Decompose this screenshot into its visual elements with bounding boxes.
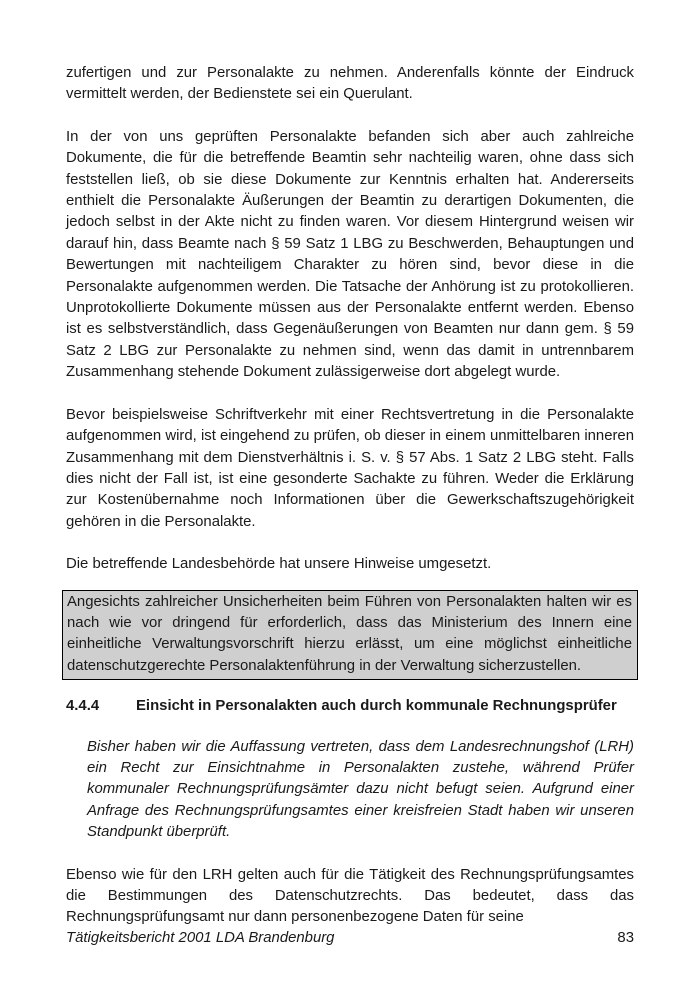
recommendation-box xyxy=(62,590,638,681)
recommendation-text: Angesichts zahlreicher Unsicherheiten beim Führen von Personalakten halten wir es nach wie vor dringend für erforderlich, dass das Ministerium des Innern eine einheitliche Verwaltungsvorschrift hierzu erlässt, um eine möglichst einheitliche datenschutzgerechte Personalaktenführung in der Verwaltung sicherzustellen. xyxy=(67,593,632,674)
section-intro-italic: Bisher haben wir die Auffassung vertreten, dass dem Landesrechnungshof (LRH) ein Recht zur Einsichtnahme in Personalakten zustehe, während Prüfer kommunaler Rechnungsprüfungsämter dazu nicht befugt seien. Aufgrund einer Anfrage des Rechnungsprüfungsamtes einer kreisfreien Stadt haben wir unseren Standpunkt überprüft. xyxy=(87,738,634,841)
section-heading xyxy=(66,696,634,717)
section-title: Einsicht in Personalakten auch durch kommunale Rechnungsprüfer xyxy=(136,698,617,715)
page-footer xyxy=(66,928,634,949)
paragraph-authority-implemented: Die betreffende Landesbehörde hat unsere Hinweise umgesetzt. xyxy=(66,556,492,573)
section-body-paragraph: Ebenso wie für den LRH gelten auch für die Tätigkeit des Rechnungsprüfungsamtes die Bestimmungen des Datenschutzrechts. Das bedeutet, dass das Rechnungsprüfungsamt nur dann personenbezogene Daten für seine xyxy=(66,866,634,926)
paragraph-legal-correspondence: Bevor beispielsweise Schriftverkehr mit einer Rechtsvertretung in die Personalakte aufgenommen wird, ist eingehend zu prüfen, ob dieser in einem unmittelbaren inneren Zusammenhang mit dem Dienstverhältnis i. S. v. § 57 Abs. 1 Satz 2 LBG steht. Falls dies nicht der Fall ist, ist eine gesonderte Sachakte zu führen. Weder die Erklärung zur Kostenübernahme noch Informationen über die Gewerkschaftszugehörigkeit gehören in die Personalakte. xyxy=(66,406,634,530)
section-number: 4.4.4 xyxy=(66,698,100,715)
footer-report-title: Tätigkeitsbericht 2001 LDA Brandenburg xyxy=(66,930,335,946)
paragraph-personnel-file-findings: In der von uns geprüften Personalakte befanden sich aber auch zahlreiche Dokumente, die für die betreffende Beamtin sehr nachteilig waren, ohne dass sich feststellen ließ, ob sie diese Dokumente zur Kenntnis erhalten hat. Andererseits enthielt die Personalakte Äußerungen der Beamtin zu derartigen Dokumenten, die jedoch selbst in der Akte nicht zu finden waren. Vor diesem Hintergrund weisen wir darauf hin, dass Beamte nach § 59 Satz 1 LBG zu Beschwerden, Behauptungen und Bewertungen mit nachteiligem Charakter zu hören sind, bevor diese in die Personalakte aufgenommen werden. Die Tatsache der Anhörung ist zu protokollieren. Unprotokollierte Dokumente müssen aus der Personalakte entfernt werden. Ebenso ist es selbstverständlich, dass Gegenäußerungen von Beamten nur dann gem. § 59 Satz 2 LBG zur Personalakte zu nehmen sind, wenn das damit in untrennbarem Zusammenhang stehende Dokument zulässigerweise dort abgelegt wurde. xyxy=(66,128,634,381)
page-number: 83 xyxy=(617,930,634,946)
page-content xyxy=(66,63,634,929)
paragraph-continuation: zufertigen und zur Personalakte zu nehmen. Anderenfalls könnte der Eindruck vermittelt werden, der Bedienstete sei ein Querulant. xyxy=(66,65,634,103)
